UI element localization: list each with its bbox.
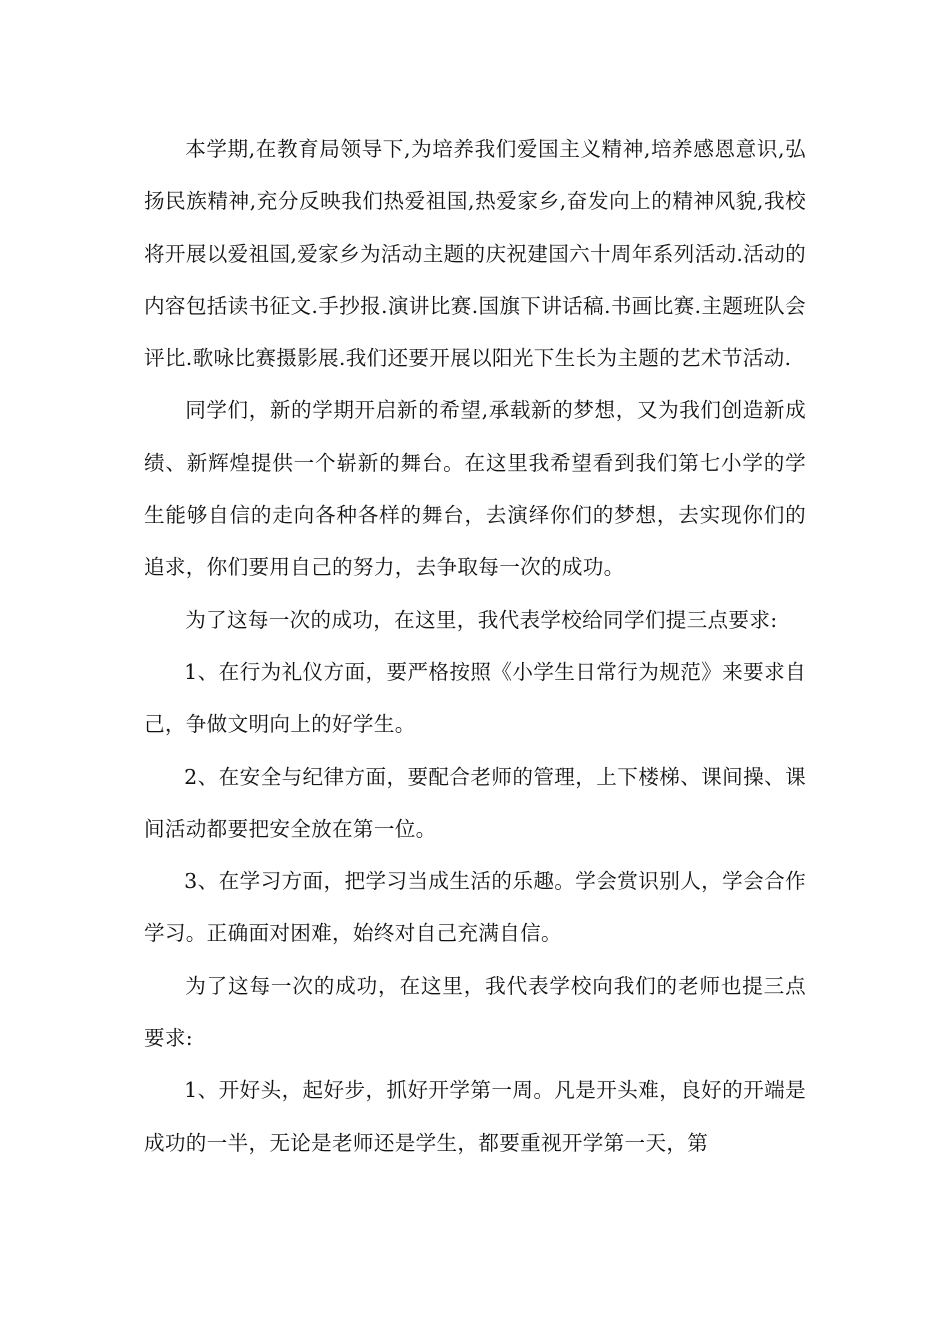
paragraph-semester-activities: 本学期,在教育局领导下,为培养我们爱国主义精神,培养感恩意识,弘扬民族精神,充分反映我们热爱祖国,热爱家乡,奋发向上的精神风貌,我校将开展以爱祖国,爱家乡为活动主题的庆祝建国六十周年系列活动.活动的内容包括读书征文.手抄报.演讲比赛.国旗下讲话稿.书画比赛.主题班队会评比.歌咏比赛摄影展.我们还要开展以阳光下生长为主题的艺术节活动.: [144, 137, 806, 371]
paragraph-requirement-1: 1、在行为礼仪方面，要严格按照《小学生日常行为规范》来要求自己，争做文明向上的好学生。: [144, 659, 806, 737]
paragraph-teacher-requirements-intro: 为了这每一次的成功，在这里，我代表学校向我们的老师也提三点要求:: [144, 973, 806, 1051]
paragraph-teacher-requirement-1: 1、开好头，起好步，抓好开学第一周。凡是开头难，良好的开端是成功的一半，无论是老师还是学生，都要重视开学第一天，第: [144, 1078, 806, 1155]
paragraph-new-semester: 同学们，新的学期开启新的希望,承载新的梦想，又为我们创造新成绩、新辉煌提供一个崭新的舞台。在这里我希望看到我们第七小学的学生能够自信的走向各种各样的舞台，去演绎你们的梦想，去实现你们的追求，你们要用自己的努力，去争取每一次的成功。: [144, 398, 806, 580]
document-body: [144, 123, 806, 1169]
paragraph-requirement-3: 3、在学习方面，把学习当成生活的乐趣。学会赏识别人，学会合作学习。正确面对困难，始终对自己充满自信。: [144, 869, 806, 946]
paragraph-student-requirements-intro: 为了这每一次的成功，在这里，我代表学校给同学们提三点要求:: [185, 607, 778, 632]
paragraph-requirement-2: 2、在安全与纪律方面，要配合老师的管理，上下楼梯、课间操、课间活动都要把安全放在第一位。: [144, 764, 806, 841]
